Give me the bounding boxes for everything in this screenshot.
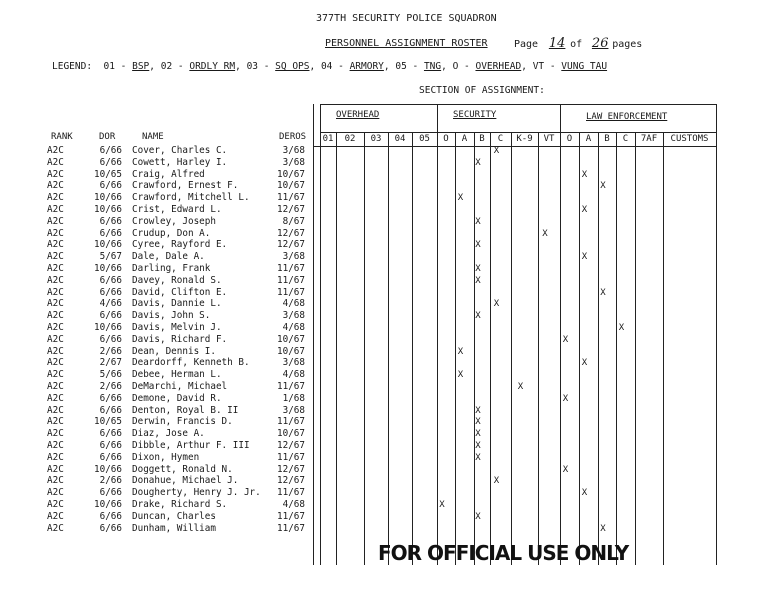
row-rank: A2C — [47, 475, 64, 487]
row-name: Crawford, Mitchell L. — [132, 192, 250, 204]
grid-line — [388, 132, 389, 565]
row-rank: A2C — [47, 251, 64, 263]
assignment-mark: X — [493, 299, 500, 310]
assignment-mark: X — [457, 370, 464, 381]
row-dor: 2/66 — [99, 381, 122, 392]
col-assign-header: 02 — [344, 134, 356, 144]
row-name: Doggett, Ronald N. — [132, 463, 233, 475]
assignment-mark: X — [493, 146, 500, 156]
roster-subtitle: PERSONNEL ASSIGNMENT ROSTER — [325, 38, 488, 49]
assignment-mark: X — [439, 500, 445, 510]
col-assign-header: CUSTOMS — [670, 134, 709, 144]
row-name: Davis, Dannie L. — [132, 298, 222, 310]
row-name: Davis, John S. — [132, 310, 211, 322]
legend-item: O - OVERHEAD, — [452, 61, 533, 72]
row-name: Davey, Ronald S. — [132, 274, 222, 286]
grid-line — [313, 146, 320, 147]
assignment-mark: X — [457, 346, 464, 357]
row-deros: 11/67 — [277, 286, 305, 298]
row-rank: A2C — [47, 192, 64, 204]
row-deros: 4/68 — [282, 298, 305, 310]
row-name: Drake, Richard S. — [132, 499, 228, 510]
legend-name: VUNG TAU — [561, 61, 608, 72]
assignment-mark: X — [475, 417, 481, 428]
group-law-enforcement: LAW ENFORCEMENT — [586, 112, 668, 122]
assignment-mark: X — [600, 523, 606, 534]
row-rank: A2C — [47, 156, 64, 168]
grid-line — [490, 132, 491, 565]
grid-line — [455, 132, 456, 565]
row-dor: 6/66 — [99, 274, 122, 286]
grid-line — [474, 132, 475, 565]
legend-name: BSP — [132, 61, 150, 72]
col-assign-header: 03 — [370, 134, 382, 144]
row-dor: 6/66 — [99, 392, 122, 404]
assignment-mark: X — [600, 181, 606, 192]
legend — [52, 61, 607, 72]
col-assign-header: B — [479, 134, 485, 144]
legend-name: ORDLY RM — [189, 61, 236, 72]
row-name: David, Clifton E. — [132, 286, 228, 298]
page-prefix: Page — [514, 39, 539, 50]
row-dor: 5/67 — [99, 251, 122, 263]
col-assign-header: O — [443, 134, 449, 144]
col-rank-header: RANK — [51, 132, 73, 142]
legend-item: 02 - ORDLY RM, — [160, 61, 247, 72]
row-dor: 6/66 — [99, 227, 122, 239]
row-name: DeMarchi, Michael — [132, 381, 228, 392]
assignment-mark: X — [475, 452, 481, 463]
row-rank: A2C — [47, 227, 64, 239]
row-dor: 10/65 — [94, 168, 122, 180]
assignment-mark: X — [475, 311, 481, 322]
row-name: Crudup, Don A. — [132, 227, 211, 239]
page-total: 26 — [591, 36, 609, 51]
assignment-mark: X — [517, 382, 524, 392]
col-assign-header: VT — [543, 134, 555, 144]
legend-name: SQ OPS — [275, 61, 310, 72]
assignment-mark: X — [475, 441, 481, 451]
document-title: 377TH SECURITY POLICE SQUADRON — [316, 13, 497, 24]
grid-line — [336, 132, 337, 565]
page-of: of — [570, 39, 583, 50]
row-dor: 6/66 — [99, 428, 122, 440]
row-dor: 6/66 — [99, 522, 122, 534]
col-assign-header: C — [497, 134, 504, 144]
legend-name: ARMORY — [349, 61, 384, 72]
row-deros: 10/67 — [277, 333, 305, 345]
row-name: Davis, Melvin J. — [132, 322, 222, 333]
row-dor: 10/66 — [94, 192, 122, 204]
legend-code: VT - — [532, 61, 562, 72]
row-name: Dougherty, Henry J. Jr. — [132, 487, 261, 499]
grid-line — [320, 146, 716, 147]
row-name: Debee, Herman L. — [132, 369, 222, 381]
row-name: Denton, Royal B. II — [132, 404, 239, 416]
row-rank: A2C — [47, 322, 64, 333]
row-rank: A2C — [47, 357, 64, 369]
row-deros: 3/68 — [282, 310, 305, 322]
assignment-mark: X — [475, 264, 481, 274]
row-dor: 6/66 — [99, 451, 122, 463]
row-name: Dibble, Arthur F. III — [132, 440, 250, 451]
row-rank: A2C — [47, 369, 64, 381]
assignment-mark: X — [562, 464, 569, 475]
row-dor: 6/66 — [99, 510, 122, 522]
col-assign-header: B — [604, 134, 610, 144]
row-deros: 10/67 — [277, 168, 305, 180]
row-deros: 11/67 — [277, 263, 305, 274]
assignment-mark: X — [475, 157, 481, 168]
row-deros: 10/67 — [277, 180, 305, 192]
row-deros: 10/67 — [277, 345, 305, 357]
col-dor-header: DOR — [99, 132, 116, 142]
row-dor: 2/67 — [99, 357, 122, 369]
assignment-mark: X — [457, 193, 464, 204]
assignment-mark: X — [475, 216, 481, 227]
row-dor: 6/66 — [99, 286, 122, 298]
row-rank: A2C — [47, 274, 64, 286]
section-title: SECTION OF ASSIGNMENT: — [419, 85, 545, 96]
legend-name: TNG — [423, 61, 442, 72]
official-use-stamp: FOR OFFICIAL USE ONLY — [378, 541, 629, 565]
row-rank: A2C — [47, 180, 64, 192]
grid-line — [412, 132, 413, 565]
row-deros: 8/67 — [282, 215, 305, 227]
row-name: Davis, Richard F. — [132, 333, 228, 345]
row-dor: 6/66 — [99, 215, 122, 227]
row-name: Darling, Frank — [132, 263, 211, 274]
group-overhead: OVERHEAD — [336, 110, 380, 120]
row-rank: A2C — [47, 333, 64, 345]
grid-line — [598, 132, 599, 565]
row-name: Dixon, Hymen — [132, 451, 200, 463]
grid-line — [364, 132, 365, 565]
row-deros: 4/68 — [282, 369, 305, 381]
row-name: Demone, David R. — [132, 392, 222, 404]
col-assign-header: A — [461, 134, 468, 144]
row-name: Crist, Edward L. — [132, 204, 222, 215]
page-indicator — [514, 36, 642, 51]
row-name: Crowley, Joseph — [132, 215, 216, 227]
row-dor: 10/66 — [94, 204, 122, 215]
legend-item: 05 - TNG, — [395, 61, 453, 72]
grid-line — [313, 104, 314, 565]
row-rank: A2C — [47, 263, 64, 274]
row-dor: 6/66 — [99, 310, 122, 322]
legend-code: 01 - — [103, 61, 133, 72]
row-dor: 10/66 — [94, 499, 122, 510]
row-deros: 3/68 — [282, 145, 305, 156]
legend-code: 02 - — [160, 61, 190, 72]
assignment-mark: X — [493, 476, 500, 487]
assignment-mark: X — [581, 169, 588, 180]
assignment-mark: X — [475, 511, 481, 522]
legend-label: LEGEND: — [52, 61, 93, 72]
row-deros: 12/67 — [277, 204, 305, 215]
assignment-mark: X — [475, 405, 481, 416]
row-deros: 3/68 — [282, 404, 305, 416]
assignment-mark: X — [475, 240, 481, 251]
row-rank: A2C — [47, 499, 64, 510]
row-name: Duncan, Charles — [132, 510, 216, 522]
row-name: Cyree, Rayford E. — [132, 239, 228, 251]
legend-item: 03 - SQ OPS, — [246, 61, 321, 72]
grid-line — [320, 132, 716, 133]
row-rank: A2C — [47, 428, 64, 440]
legend-code: 04 - — [320, 61, 350, 72]
row-deros: 11/67 — [277, 416, 305, 428]
row-deros: 4/68 — [282, 322, 305, 333]
row-deros: 11/67 — [277, 510, 305, 522]
row-deros: 11/67 — [277, 522, 305, 534]
row-name: Deardorff, Kenneth B. — [132, 357, 250, 369]
row-deros: 10/67 — [277, 428, 305, 440]
assignment-mark: X — [581, 358, 588, 369]
row-rank: A2C — [47, 463, 64, 475]
assignment-mark: X — [581, 488, 588, 499]
row-deros: 11/67 — [277, 451, 305, 463]
row-rank: A2C — [47, 286, 64, 298]
row-name: Cowett, Harley I. — [132, 156, 228, 168]
row-dor: 6/66 — [99, 440, 122, 451]
row-rank: A2C — [47, 416, 64, 428]
row-rank: A2C — [47, 440, 64, 451]
assignment-mark: X — [581, 205, 588, 215]
row-dor: 6/66 — [99, 333, 122, 345]
row-deros: 12/67 — [277, 239, 305, 251]
grid-line — [320, 104, 321, 565]
row-dor: 2/66 — [99, 345, 122, 357]
row-deros: 3/68 — [282, 156, 305, 168]
grid-line — [560, 104, 561, 565]
legend-code: 05 - — [395, 61, 424, 72]
row-deros: 12/67 — [277, 440, 305, 451]
row-deros: 11/67 — [277, 274, 305, 286]
row-name: Craig, Alfred — [132, 168, 205, 180]
col-assign-header: O — [566, 134, 573, 144]
group-security: SECURITY — [453, 110, 497, 120]
grid-line — [320, 104, 716, 105]
legend-item: 01 - BSP, — [103, 61, 161, 72]
row-rank: A2C — [47, 392, 64, 404]
row-dor: 6/66 — [99, 180, 122, 192]
col-assign-header: 04 — [394, 134, 406, 144]
legend-code: O - — [452, 61, 476, 72]
row-dor: 6/66 — [99, 145, 122, 156]
assignment-mark: X — [542, 228, 548, 239]
row-rank: A2C — [47, 404, 64, 416]
row-dor: 10/66 — [94, 463, 122, 475]
row-rank: A2C — [47, 522, 64, 534]
row-dor: 2/66 — [99, 475, 122, 487]
legend-item: 04 - ARMORY, — [320, 61, 396, 72]
row-name: Derwin, Francis D. — [132, 416, 233, 428]
col-assign-header: C — [622, 134, 629, 144]
col-name-header: NAME — [142, 132, 164, 142]
legend-name: OVERHEAD — [475, 61, 522, 72]
row-dor: 10/66 — [94, 322, 122, 333]
grid-line — [511, 132, 512, 565]
assignment-mark: X — [562, 393, 569, 404]
grid-line — [437, 104, 438, 565]
row-dor: 5/66 — [99, 369, 122, 381]
grid-line — [663, 132, 664, 565]
grid-line — [716, 104, 717, 565]
legend-code: 03 - — [246, 61, 276, 72]
assignment-mark: X — [475, 429, 481, 440]
grid-line — [635, 132, 636, 565]
assignment-mark: X — [475, 275, 481, 286]
col-deros-header: DEROS — [279, 132, 307, 142]
page-current: 14 — [548, 36, 566, 51]
row-dor: 10/66 — [94, 239, 122, 251]
row-name: Dean, Dennis I. — [132, 345, 216, 357]
row-name: Dale, Dale A. — [132, 251, 205, 263]
row-rank: A2C — [47, 381, 64, 392]
row-name: Diaz, Jose A. — [132, 428, 205, 440]
assignment-mark: X — [618, 323, 625, 333]
grid-line — [616, 132, 617, 565]
row-rank: A2C — [47, 168, 64, 180]
row-deros: 12/67 — [277, 227, 305, 239]
row-rank: A2C — [47, 345, 64, 357]
row-deros: 11/67 — [277, 487, 305, 499]
grid-line — [579, 132, 580, 565]
row-rank: A2C — [47, 510, 64, 522]
col-assign-header: 7AF — [640, 134, 658, 144]
col-assign-header: 01 — [322, 134, 334, 144]
row-rank: A2C — [47, 310, 64, 322]
row-rank: A2C — [47, 487, 64, 499]
row-deros: 12/67 — [277, 475, 305, 487]
row-deros: 3/68 — [282, 251, 305, 263]
row-rank: A2C — [47, 451, 64, 463]
row-rank: A2C — [47, 239, 64, 251]
row-deros: 11/67 — [277, 192, 305, 204]
row-rank: A2C — [47, 215, 64, 227]
assignment-mark: X — [581, 252, 588, 263]
row-rank: A2C — [47, 204, 64, 215]
row-deros: 1/68 — [282, 392, 305, 404]
assignment-mark: X — [600, 287, 606, 298]
row-dor: 10/66 — [94, 263, 122, 274]
row-rank: A2C — [47, 145, 64, 156]
row-name: Crawford, Ernest F. — [132, 180, 239, 192]
row-name: Donahue, Michael J. — [132, 475, 239, 487]
row-deros: 12/67 — [277, 463, 305, 475]
row-deros: 11/67 — [277, 381, 305, 392]
legend-item — [533, 61, 607, 72]
col-assign-header: K-9 — [516, 134, 533, 144]
row-dor: 6/66 — [99, 487, 122, 499]
row-rank: A2C — [47, 298, 64, 310]
row-dor: 6/66 — [99, 156, 122, 168]
row-deros: 3/68 — [282, 357, 305, 369]
page-suffix: pages — [612, 39, 643, 50]
row-name: Dunham, William — [132, 522, 216, 534]
row-deros: 4/68 — [282, 499, 305, 510]
grid-line — [538, 132, 539, 565]
row-dor: 10/65 — [94, 416, 122, 428]
col-assign-header: 05 — [419, 134, 430, 144]
assignment-mark: X — [562, 334, 569, 345]
row-name: Cover, Charles C. — [132, 145, 228, 156]
col-assign-header: A — [585, 134, 592, 144]
row-dor: 6/66 — [99, 404, 122, 416]
row-dor: 4/66 — [99, 298, 122, 310]
